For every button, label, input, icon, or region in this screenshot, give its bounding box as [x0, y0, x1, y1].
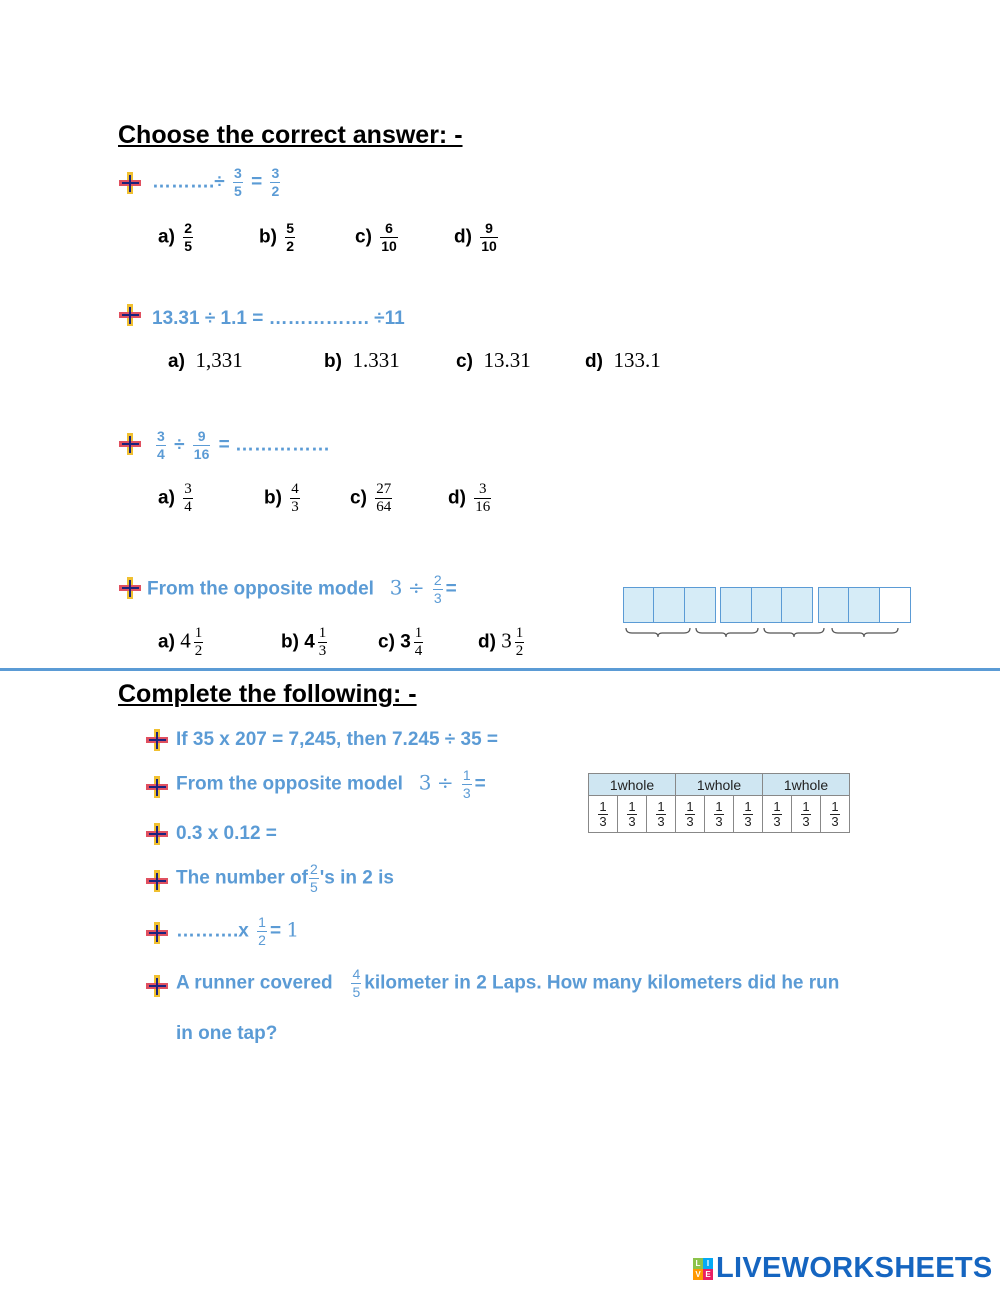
section1-title: Choose the correct answer: -: [118, 121, 463, 149]
bar-cell: [720, 587, 752, 623]
q3-option-a[interactable]: a) $\frac{3}{4}$: [158, 481, 192, 515]
section2-title: Complete the following: -: [118, 680, 417, 708]
bar-model: [624, 587, 911, 623]
q2-option-a[interactable]: a) 1,331: [168, 348, 243, 372]
complete-item-6-line2: in one tap?: [176, 1023, 278, 1044]
bar-cell: [781, 587, 813, 623]
bar-braces: [624, 626, 934, 638]
bullet-icon: [145, 974, 169, 998]
bar-cell: [684, 587, 716, 623]
q1-option-a[interactable]: a) $\frac{2}{5}$: [158, 220, 192, 254]
whole-label: 1whole: [589, 774, 676, 796]
bullet-icon: [145, 869, 169, 893]
complete-item-2: From the opposite model 3 ÷ $\frac{1}{3}$ =: [176, 767, 486, 801]
q4-option-d[interactable]: d) 3 $\frac{1}{2}$: [478, 625, 524, 659]
complete-item-5: ……….x $\frac{1}{2}$ = 1: [176, 914, 300, 948]
bar-cell: [653, 587, 685, 623]
third-cell: $\frac{1}{3}$: [821, 796, 850, 833]
q2-option-b[interactable]: b) 1.331: [324, 348, 400, 372]
bullet-icon: [118, 303, 142, 327]
logo-text: LIVEWORKSHEETS: [716, 1252, 993, 1284]
complete-item-6: A runner covered $\frac{4}{5}$ kilometer in 2 Laps. How many kilometers did he run: [176, 966, 840, 1000]
complete-item-4: The number of $\frac{2}{5}$ 's in 2 is: [176, 861, 394, 895]
question-4: From the opposite model 3 ÷ $\frac{2}{3}$ =: [147, 572, 457, 606]
bar-cell: [623, 587, 655, 623]
q3-option-d[interactable]: d) $\frac{3}{16}$: [448, 481, 491, 515]
section-divider: [0, 668, 1000, 671]
bar-cell: [848, 587, 880, 623]
liveworksheets-logo: [693, 1252, 993, 1285]
q4-option-a[interactable]: a) 4 $\frac{1}{2}$: [158, 625, 203, 659]
q1-option-d[interactable]: d) $\frac{9}{10}$: [454, 220, 497, 254]
bullet-icon: [118, 171, 142, 195]
q4-option-c[interactable]: c) 3 $\frac{1}{4}$: [378, 625, 423, 659]
whole-label: 1whole: [676, 774, 763, 796]
third-cell: $\frac{1}{3}$: [647, 796, 676, 833]
third-cell: $\frac{1}{3}$: [763, 796, 792, 833]
bullet-icon: [145, 728, 169, 752]
q2-option-d[interactable]: d) 133.1: [585, 348, 661, 372]
third-cell: $\frac{1}{3}$: [676, 796, 705, 833]
bar-cell: [751, 587, 783, 623]
q2-option-c[interactable]: c) 13.31: [456, 348, 531, 372]
bullet-icon: [145, 822, 169, 846]
complete-item-1: If 35 x 207 = 7,245, then 7.245 ÷ 35 =: [176, 729, 499, 750]
question-3: $\frac{3}{4}$ ÷ $\frac{9}{16}$ = ……………: [157, 428, 331, 462]
third-cell: $\frac{1}{3}$: [705, 796, 734, 833]
third-cell: $\frac{1}{3}$: [589, 796, 618, 833]
bullet-icon: [118, 576, 142, 600]
complete-item-3: 0.3 x 0.12 =: [176, 823, 277, 844]
bar-cell: [818, 587, 850, 623]
question-1: ……….÷ $\frac{3}{5}$ = $\frac{3}{2}$: [152, 165, 280, 199]
q3-option-c[interactable]: c) $\frac{27}{64}$: [350, 481, 392, 515]
q4-option-b[interactable]: b) 4 $\frac{1}{3}$: [281, 625, 327, 659]
whole-label: 1whole: [763, 774, 850, 796]
question-2: 13.31 ÷ 1.1 = ……………. ÷11: [152, 308, 405, 329]
bar-cell-empty: [879, 587, 911, 623]
q1-option-b[interactable]: b) $\frac{5}{2}$: [259, 220, 295, 254]
thirds-model-table: [588, 773, 850, 833]
third-cell: $\frac{1}{3}$: [734, 796, 763, 833]
q1-option-c[interactable]: c) $\frac{6}{10}$: [355, 220, 397, 254]
logo-mark-icon: L I V E: [693, 1258, 713, 1280]
bullet-icon: [118, 432, 142, 456]
third-cell: $\frac{1}{3}$: [792, 796, 821, 833]
third-cell: $\frac{1}{3}$: [618, 796, 647, 833]
bullet-icon: [145, 775, 169, 799]
q3-option-b[interactable]: b) $\frac{4}{3}$: [264, 481, 299, 515]
bullet-icon: [145, 921, 169, 945]
